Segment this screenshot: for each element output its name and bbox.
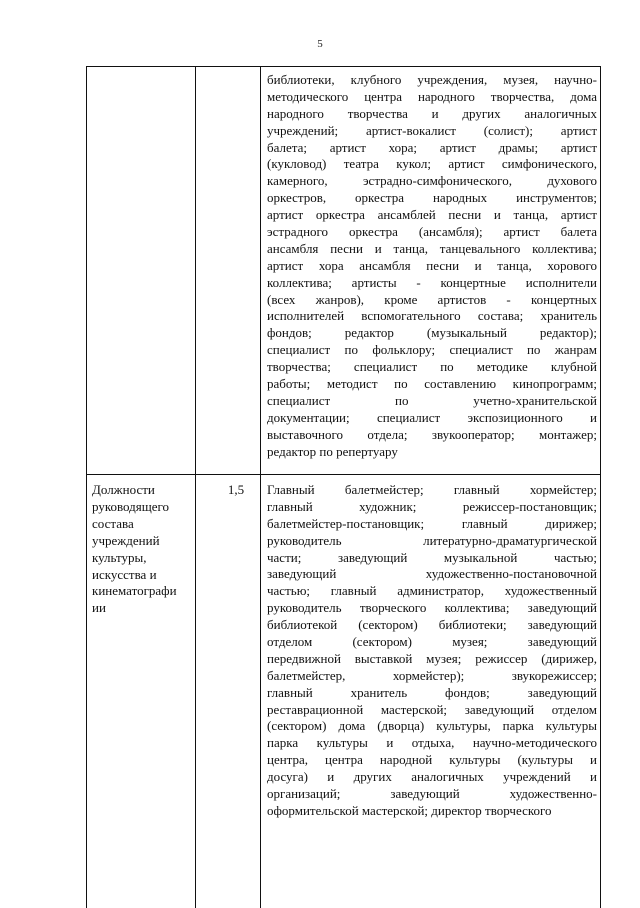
description-line: эстрадного оркестра (ансамбля); артист балета	[267, 224, 597, 240]
description-line: народного творчества и других аналогичных	[267, 105, 597, 121]
description-line: заведующий художественно-постановочной	[267, 566, 597, 582]
description-line: (всех жанров), кроме артистов - концертных	[267, 291, 597, 307]
description-line: ансамбля песни и танца, танцевального коллектива;	[267, 240, 597, 256]
description-line: (сектором) дома (дворца) культуры, парка культуры	[267, 718, 597, 734]
description-line: Главный балетмейстер; главный хормейстер;	[267, 482, 597, 497]
description-line: специалист по фольклору; специалист по жанрам	[267, 342, 597, 358]
description-line: библиотекой (сектором) библиотеки; заведующий	[267, 617, 597, 633]
description-line: балетмейстер, хормейстер); звукорежиссер;	[267, 667, 597, 683]
description-line: частью; главный администратор, художественный	[267, 583, 597, 599]
description-line: центра, центра народной культуры (культуры и	[267, 752, 597, 768]
description-line: отделом (сектором) музея; заведующий	[267, 634, 597, 650]
description-line: главный художник; режиссер-постановщик;	[267, 498, 597, 514]
title-line: ии	[92, 600, 106, 616]
row2-position-group-title	[92, 482, 192, 617]
title-line: искусства и	[92, 566, 157, 582]
description-line: реставрационной мастерской; заведующий отделом	[267, 701, 597, 717]
description-line: специалист по учетно-хранительской	[267, 392, 597, 408]
description-line: творчества; специалист по методике клубной	[267, 359, 597, 375]
description-line: оркестров, оркестра народных инструментов;	[267, 190, 597, 206]
title-line: состава	[92, 515, 134, 531]
description-line: части; заведующий музыкальной частью;	[267, 549, 597, 565]
description-line: балета; артист хора; артист драмы; артист	[267, 139, 597, 155]
description-line: работы; методист по составлению кинопрограмм;	[267, 376, 597, 392]
description-line: досуга) и других аналогичных учреждений и	[267, 769, 597, 785]
description-line: выставочного отдела; звукооператор; монтажер;	[267, 426, 597, 442]
description-line: исполнителей вспомогательного состава; хранитель	[267, 308, 597, 324]
description-line: оформительской мастерской; директор творческого	[267, 802, 552, 818]
description-line: редактор по репертуару	[267, 443, 398, 459]
title-line: культуры,	[92, 549, 147, 565]
title-line: Должности	[92, 482, 155, 497]
description-line: балетмейстер-постановщик; главный дирижер;	[267, 515, 597, 531]
description-line: парка культуры и отдыха, научно-методического	[267, 735, 597, 751]
description-line: камерного, эстрадно-симфонического, духового	[267, 173, 597, 189]
title-line: кинематографи	[92, 583, 177, 599]
description-line: руководитель творческого коллектива; заведующий	[267, 600, 597, 616]
row2-coefficient: 1,5	[227, 482, 245, 497]
column-divider	[195, 67, 196, 908]
row2-description	[267, 482, 597, 820]
row-divider	[87, 474, 600, 475]
positions-table	[86, 66, 601, 908]
description-line: документации; специалист экспозиционного и	[267, 409, 597, 425]
title-line: учреждений	[92, 532, 160, 548]
description-line: артист оркестра ансамблей песни и танца, артист	[267, 207, 597, 223]
description-line: фондов; редактор (музыкальный редактор);	[267, 325, 597, 341]
description-line: главный хранитель фондов; заведующий	[267, 684, 597, 700]
description-line: передвижной выставкой музея; режиссер (дирижер,	[267, 650, 597, 666]
description-line: коллектива; артисты - концертные исполнители	[267, 274, 597, 290]
row1-description	[267, 72, 597, 460]
description-line: (кукловод) театра кукол; артист симфонического,	[267, 156, 597, 172]
description-line: руководитель литературно-драматургической	[267, 532, 597, 548]
title-line: руководящего	[92, 498, 170, 514]
description-line: учреждений; артист-вокалист (солист); артист	[267, 122, 597, 138]
description-line: организаций; заведующий художественно-	[267, 786, 597, 802]
page-number: 5	[317, 38, 323, 50]
description-line: библиотеки, клубного учреждения, музея, научно-	[267, 72, 597, 87]
description-line: артист хора ансамбля песни и танца, хорового	[267, 257, 597, 273]
description-line: методического центра народного творчества, дома	[267, 88, 597, 104]
